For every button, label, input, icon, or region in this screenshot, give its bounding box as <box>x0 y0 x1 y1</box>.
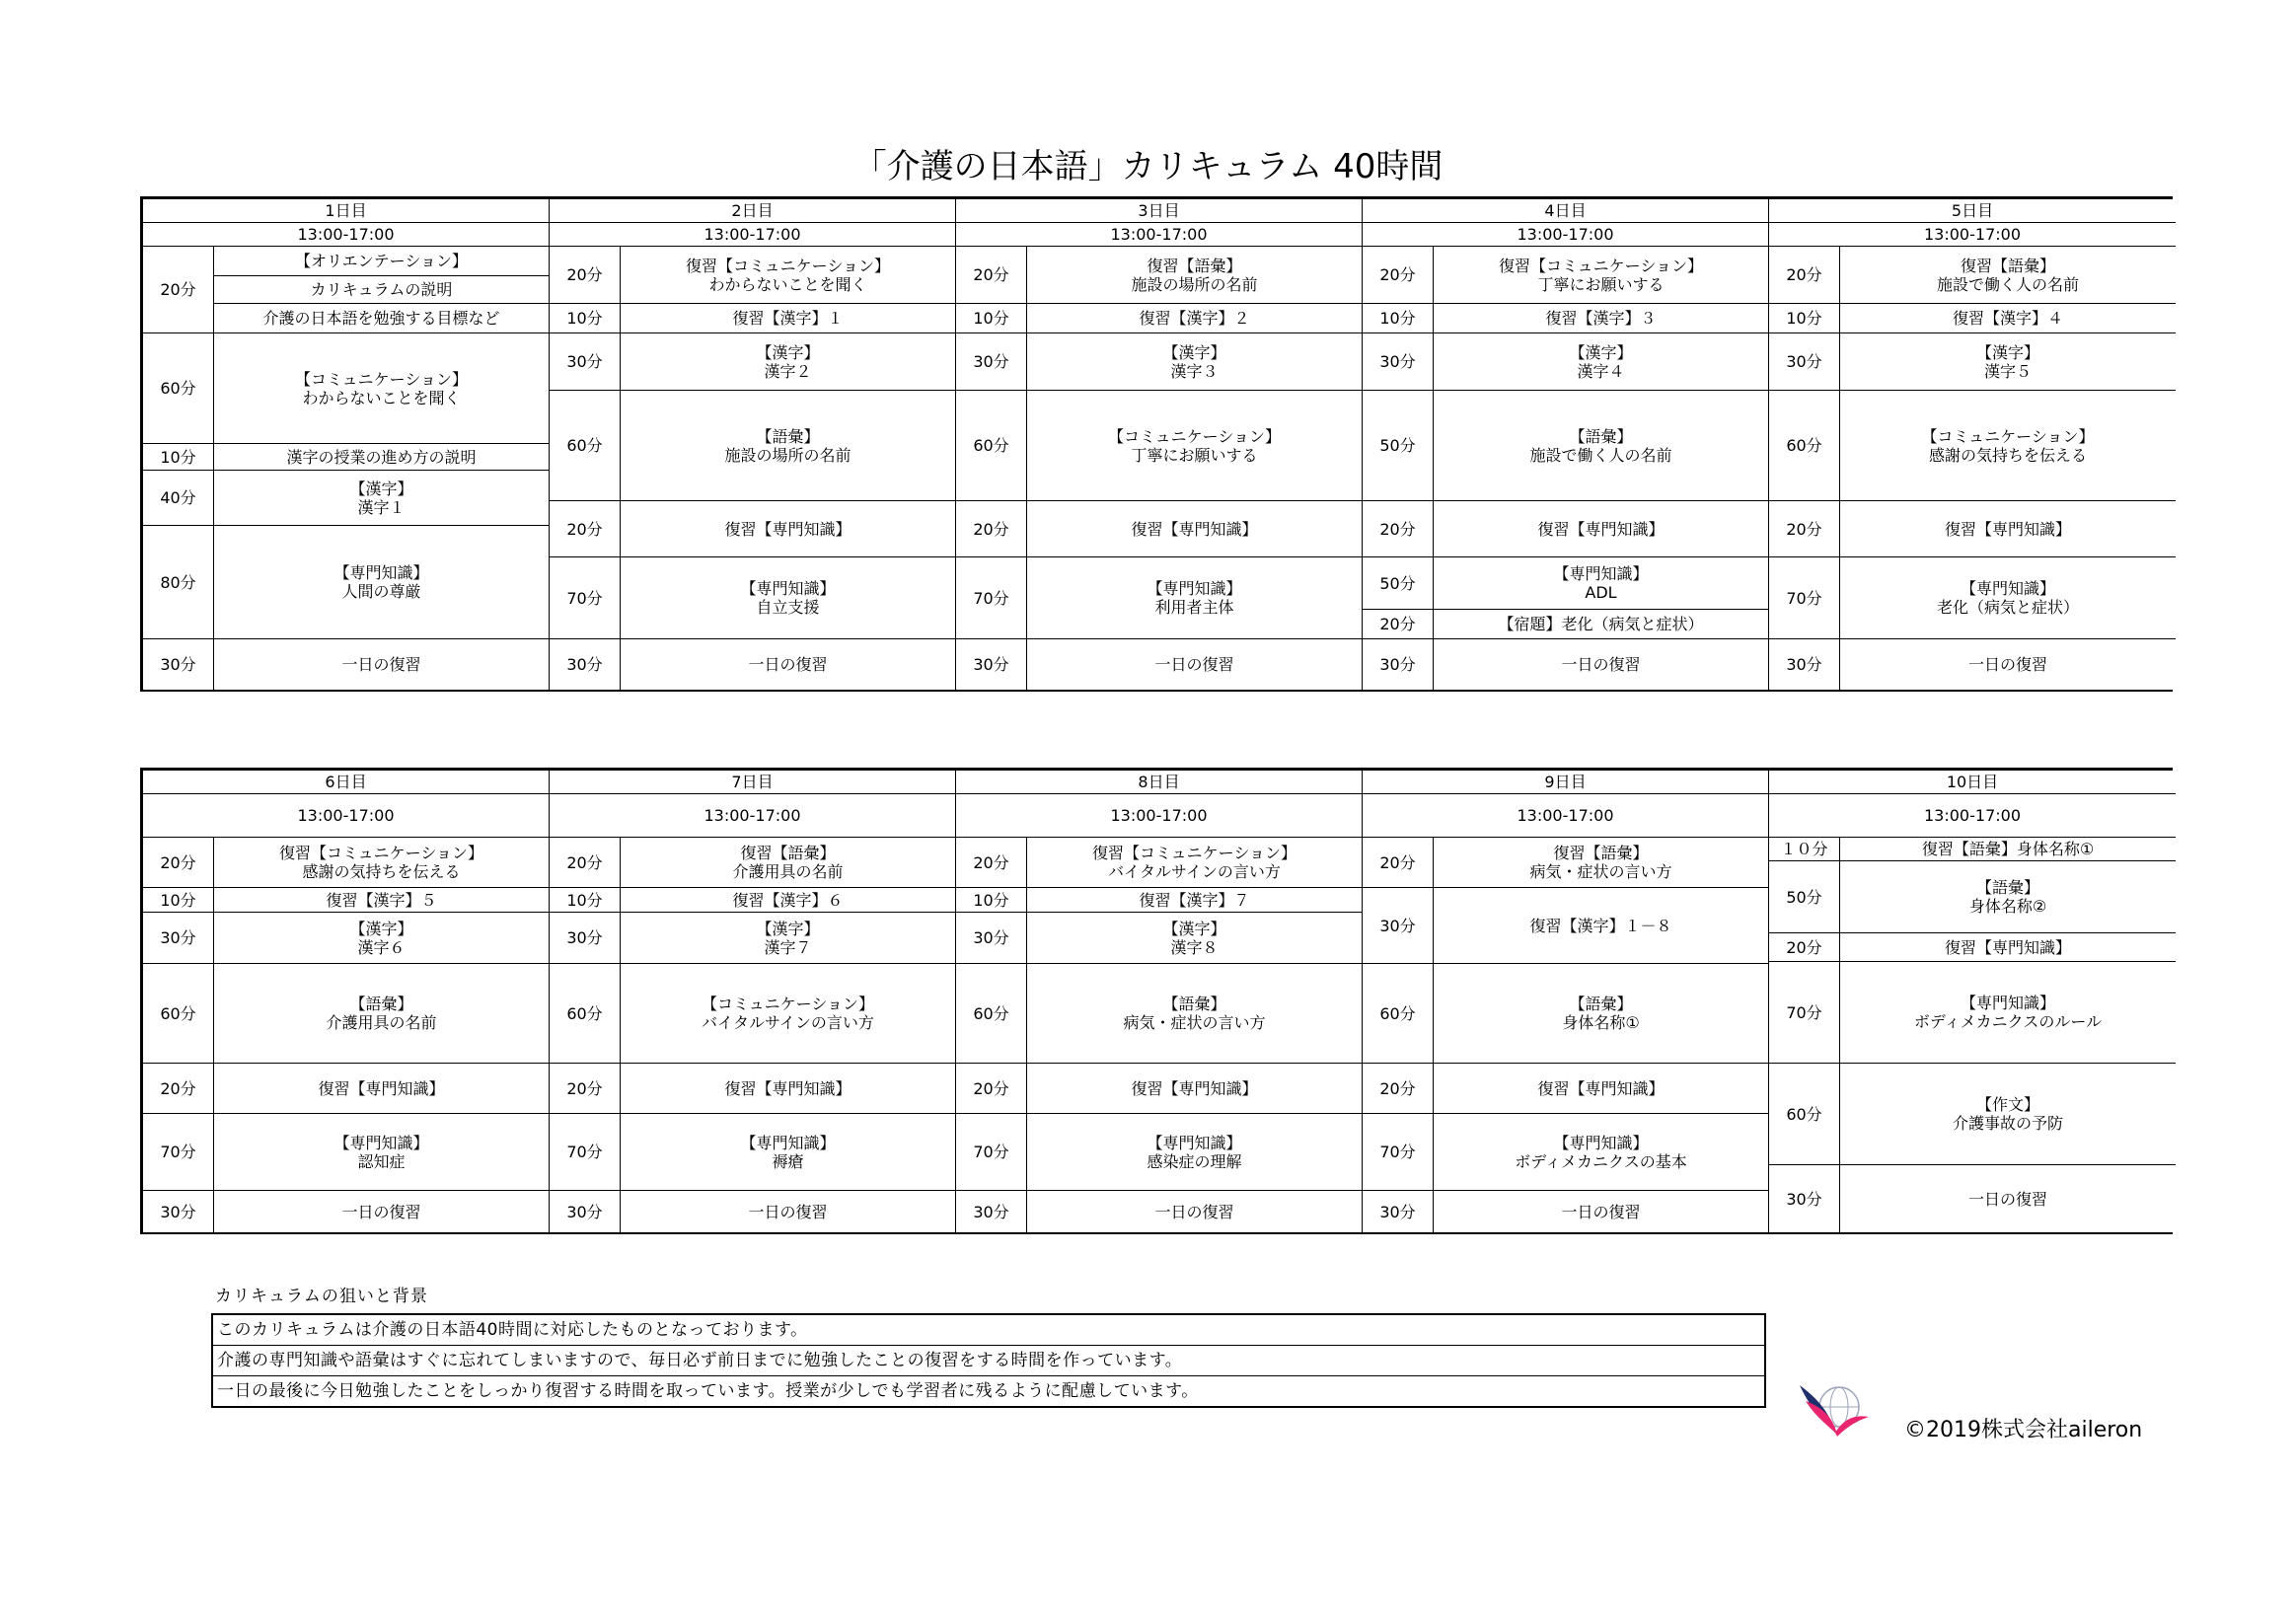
slot-minutes: 60分 <box>550 391 621 501</box>
footnote-line: 介護の専門知識や語彙はすぐに忘れてしまいますので、毎日必ず前日までに勉強したことの復習をする時間を作っています。 <box>213 1346 1764 1376</box>
slot-minutes: 20分 <box>1363 247 1434 304</box>
day-column <box>1363 771 1769 1231</box>
day-time: 13:00-17:00 <box>956 794 1363 838</box>
slot-minutes: 20分 <box>143 838 214 888</box>
slot-minutes: 70分 <box>1769 557 1840 639</box>
day-time: 13:00-17:00 <box>143 794 550 838</box>
slot-content: 復習【コミュニケーション】 バイタルサインの言い方 <box>1027 838 1363 888</box>
slot-minutes: 30分 <box>550 639 621 690</box>
slot-content: 【専門知識】 ボディメカニクスのルール <box>1840 962 2176 1064</box>
slot-minutes: 10分 <box>956 888 1027 913</box>
day-time: 13:00-17:00 <box>1769 794 2176 838</box>
copyright-text: ©2019株式会社aileron <box>1904 1418 2143 1442</box>
slot-minutes: 30分 <box>1363 888 1434 964</box>
slot-content: 復習【漢字】４ <box>1840 304 2176 333</box>
day-label: 10日目 <box>1769 771 2176 794</box>
day-label: 5日目 <box>1769 199 2176 223</box>
slot-content: 復習【専門知識】 <box>1434 1064 1769 1114</box>
slot-minutes: 70分 <box>143 1114 214 1191</box>
slot-content: 【コミュニケーション】 感謝の気持ちを伝える <box>1840 391 2176 501</box>
slot-content: 【漢字】 漢字５ <box>1840 333 2176 391</box>
slot-content: 【専門知識】 人間の尊厳 <box>214 526 550 639</box>
slot-content: 【語彙】 施設で働く人の名前 <box>1434 391 1769 501</box>
slot-content: 復習【語彙】 病気・症状の言い方 <box>1434 838 1769 888</box>
slot-minutes: 20分 <box>956 1064 1027 1114</box>
slot-minutes: 30分 <box>1769 333 1840 391</box>
slot-content: 復習【語彙】身体名称① <box>1840 838 2176 861</box>
slot-content: 一日の復習 <box>621 639 956 690</box>
slot-minutes: 70分 <box>956 1114 1027 1191</box>
slot-content: 一日の復習 <box>214 1191 550 1232</box>
slot-minutes: 20分 <box>143 247 214 333</box>
day-column <box>143 199 550 689</box>
slot-minutes: 10分 <box>143 888 214 913</box>
slot-content: 一日の復習 <box>1434 639 1769 690</box>
day-label: 7日目 <box>550 771 956 794</box>
day-column <box>143 771 550 1231</box>
slot-content: 【作文】 介護事故の予防 <box>1840 1064 2176 1165</box>
slot-content: 【漢字】 漢字８ <box>1027 913 1363 964</box>
slot-minutes: 20分 <box>956 247 1027 304</box>
slot-content: 【専門知識】 自立支援 <box>621 557 956 639</box>
slot-minutes: 70分 <box>550 557 621 639</box>
slot-content: 【専門知識】 ADL <box>1434 557 1769 610</box>
slot-minutes: 10分 <box>1363 304 1434 333</box>
day-column <box>956 199 1363 689</box>
slot-minutes: 20分 <box>1363 610 1434 639</box>
slot-minutes: 20分 <box>550 838 621 888</box>
slot-content: 漢字の授業の進め方の説明 <box>214 444 550 471</box>
slot-content: 介護の日本語を勉強する目標など <box>214 304 550 333</box>
day-column <box>1769 771 2176 1231</box>
slot-minutes: 60分 <box>1769 1064 1840 1165</box>
slot-content: 【専門知識】 感染症の理解 <box>1027 1114 1363 1191</box>
slot-minutes: 30分 <box>1363 333 1434 391</box>
slot-minutes: 20分 <box>550 501 621 557</box>
slot-minutes: 10分 <box>550 888 621 913</box>
slot-content: 一日の復習 <box>214 639 550 690</box>
slot-content: 【語彙】 身体名称② <box>1840 861 2176 933</box>
slot-content: 【コミュニケーション】 丁寧にお願いする <box>1027 391 1363 501</box>
slot-minutes: 60分 <box>956 391 1027 501</box>
slot-content: カリキュラムの説明 <box>214 276 550 304</box>
slot-minutes: 70分 <box>1363 1114 1434 1191</box>
slot-minutes: 20分 <box>1769 247 1840 304</box>
slot-content: 【宿題】老化（病気と症状） <box>1434 610 1769 639</box>
slot-minutes: 30分 <box>550 1191 621 1232</box>
slot-minutes: 10分 <box>143 444 214 471</box>
slot-content: 復習【漢字】６ <box>621 888 956 913</box>
slot-content: 一日の復習 <box>1434 1191 1769 1232</box>
day-time: 13:00-17:00 <box>1363 794 1769 838</box>
slot-minutes: 60分 <box>143 964 214 1064</box>
day-time: 13:00-17:00 <box>1769 223 2176 247</box>
slot-minutes: １０分 <box>1769 838 1840 861</box>
footnote-line: このカリキュラムは介護の日本語40時間に対応したものとなっております。 <box>213 1315 1764 1346</box>
slot-minutes: 20分 <box>1769 501 1840 557</box>
slot-minutes: 30分 <box>956 1191 1027 1232</box>
slot-minutes: 10分 <box>956 304 1027 333</box>
slot-content: 【漢字】 漢字７ <box>621 913 956 964</box>
slot-minutes: 20分 <box>956 838 1027 888</box>
slot-minutes: 30分 <box>1769 1165 1840 1232</box>
slot-content: 復習【漢字】５ <box>214 888 550 913</box>
slot-minutes: 30分 <box>956 333 1027 391</box>
day-time: 13:00-17:00 <box>550 223 956 247</box>
slot-minutes: 60分 <box>956 964 1027 1064</box>
slot-content: 【専門知識】 ボディメカニクスの基本 <box>1434 1114 1769 1191</box>
day-label: 8日目 <box>956 771 1363 794</box>
slot-minutes: 60分 <box>1769 391 1840 501</box>
slot-minutes: 10分 <box>550 304 621 333</box>
slot-minutes: 30分 <box>550 333 621 391</box>
slot-minutes: 20分 <box>1363 1064 1434 1114</box>
day-column <box>550 771 956 1231</box>
slot-minutes: 20分 <box>956 501 1027 557</box>
slot-minutes: 50分 <box>1769 861 1840 933</box>
slot-minutes: 20分 <box>550 1064 621 1114</box>
day-time: 13:00-17:00 <box>143 223 550 247</box>
slot-content: 復習【語彙】 介護用具の名前 <box>621 838 956 888</box>
slot-minutes: 40分 <box>143 471 214 526</box>
day-label: 2日目 <box>550 199 956 223</box>
footnote-line: 一日の最後に今日勉強したことをしっかり復習する時間を取っています。授業が少しでも学習者に残るように配慮しています。 <box>217 1381 1199 1401</box>
slot-content: 復習【漢字】３ <box>1434 304 1769 333</box>
slot-content: 【専門知識】 老化（病気と症状） <box>1840 557 2176 639</box>
slot-minutes: 30分 <box>1769 639 1840 690</box>
slot-content: 【語彙】 身体名称① <box>1434 964 1769 1064</box>
slot-content: 【漢字】 漢字３ <box>1027 333 1363 391</box>
slot-minutes: 10分 <box>1769 304 1840 333</box>
slot-content: 【漢字】 漢字４ <box>1434 333 1769 391</box>
slot-minutes: 30分 <box>1363 639 1434 690</box>
slot-content: 復習【専門知識】 <box>1840 933 2176 962</box>
slot-content: 復習【専門知識】 <box>621 501 956 557</box>
day-column <box>550 199 956 689</box>
slot-minutes: 20分 <box>1769 933 1840 962</box>
slot-content: 【コミュニケーション】 わからないことを聞く <box>214 333 550 444</box>
slot-minutes: 80分 <box>143 526 214 639</box>
slot-content: 復習【専門知識】 <box>1840 501 2176 557</box>
slot-minutes: 60分 <box>1363 964 1434 1064</box>
footnote-box <box>211 1313 1766 1408</box>
slot-minutes: 60分 <box>143 333 214 444</box>
slot-content: 復習【漢字】１ <box>621 304 956 333</box>
slot-content: 復習【コミュニケーション】 感謝の気持ちを伝える <box>214 838 550 888</box>
slot-content: 一日の復習 <box>1027 1191 1363 1232</box>
curriculum-table-week2 <box>140 768 2173 1234</box>
slot-minutes: 30分 <box>143 913 214 964</box>
day-column <box>956 771 1363 1231</box>
slot-content: 復習【コミュニケーション】 丁寧にお願いする <box>1434 247 1769 304</box>
aileron-logo-icon <box>1796 1377 1875 1446</box>
slot-content: 【オリエンテーション】 <box>214 247 550 276</box>
page-title: 「介護の日本語」カリキュラム 40時間 <box>852 147 1444 186</box>
slot-minutes: 70分 <box>1769 962 1840 1064</box>
slot-minutes: 60分 <box>550 964 621 1064</box>
slot-minutes: 30分 <box>956 639 1027 690</box>
slot-content: 【専門知識】 利用者主体 <box>1027 557 1363 639</box>
day-label: 9日目 <box>1363 771 1769 794</box>
slot-content: 【語彙】 病気・症状の言い方 <box>1027 964 1363 1064</box>
slot-content: 復習【漢字】１－８ <box>1434 888 1769 964</box>
slot-content: 【漢字】 漢字２ <box>621 333 956 391</box>
slot-content: 一日の復習 <box>1840 1165 2176 1232</box>
slot-content: 一日の復習 <box>1840 639 2176 690</box>
slot-minutes: 20分 <box>1363 501 1434 557</box>
slot-content: 復習【語彙】 施設で働く人の名前 <box>1840 247 2176 304</box>
day-label: 3日目 <box>956 199 1363 223</box>
slot-content: 【コミュニケーション】 バイタルサインの言い方 <box>621 964 956 1064</box>
day-column <box>1363 199 1769 689</box>
slot-content: 【漢字】 漢字１ <box>214 471 550 526</box>
slot-minutes: 30分 <box>1363 1191 1434 1232</box>
slot-minutes: 20分 <box>143 1064 214 1114</box>
curriculum-table-week1 <box>140 196 2173 692</box>
slot-content: 復習【専門知識】 <box>621 1064 956 1114</box>
day-time: 13:00-17:00 <box>1363 223 1769 247</box>
slot-minutes: 20分 <box>550 247 621 304</box>
slot-content: 復習【コミュニケーション】 わからないことを聞く <box>621 247 956 304</box>
slot-minutes: 30分 <box>956 913 1027 964</box>
day-label: 6日目 <box>143 771 550 794</box>
slot-minutes: 30分 <box>143 639 214 690</box>
slot-content: 【語彙】 介護用具の名前 <box>214 964 550 1064</box>
day-time: 13:00-17:00 <box>550 794 956 838</box>
slot-minutes: 70分 <box>550 1114 621 1191</box>
slot-content: 復習【専門知識】 <box>1434 501 1769 557</box>
slot-content: 【漢字】 漢字６ <box>214 913 550 964</box>
day-label: 4日目 <box>1363 199 1769 223</box>
slot-content: 一日の復習 <box>621 1191 956 1232</box>
day-time: 13:00-17:00 <box>956 223 1363 247</box>
slot-content: 【語彙】 施設の場所の名前 <box>621 391 956 501</box>
slot-content: 【専門知識】 認知症 <box>214 1114 550 1191</box>
slot-content: 復習【漢字】７ <box>1027 888 1363 913</box>
day-column <box>1769 199 2176 689</box>
slot-minutes: 30分 <box>143 1191 214 1232</box>
slot-content: 復習【専門知識】 <box>1027 501 1363 557</box>
slot-minutes: 70分 <box>956 557 1027 639</box>
slot-content: 復習【専門知識】 <box>214 1064 550 1114</box>
slot-minutes: 30分 <box>550 913 621 964</box>
day-label: 1日目 <box>143 199 550 223</box>
slot-content: 復習【語彙】 施設の場所の名前 <box>1027 247 1363 304</box>
footnote-label: カリキュラムの狙いと背景 <box>215 1287 428 1306</box>
slot-content: 復習【専門知識】 <box>1027 1064 1363 1114</box>
slot-minutes: 50分 <box>1363 557 1434 610</box>
slot-minutes: 50分 <box>1363 391 1434 501</box>
slot-minutes: 20分 <box>1363 838 1434 888</box>
slot-content: 復習【漢字】２ <box>1027 304 1363 333</box>
slot-content: 一日の復習 <box>1027 639 1363 690</box>
slot-content: 【専門知識】 褥瘡 <box>621 1114 956 1191</box>
